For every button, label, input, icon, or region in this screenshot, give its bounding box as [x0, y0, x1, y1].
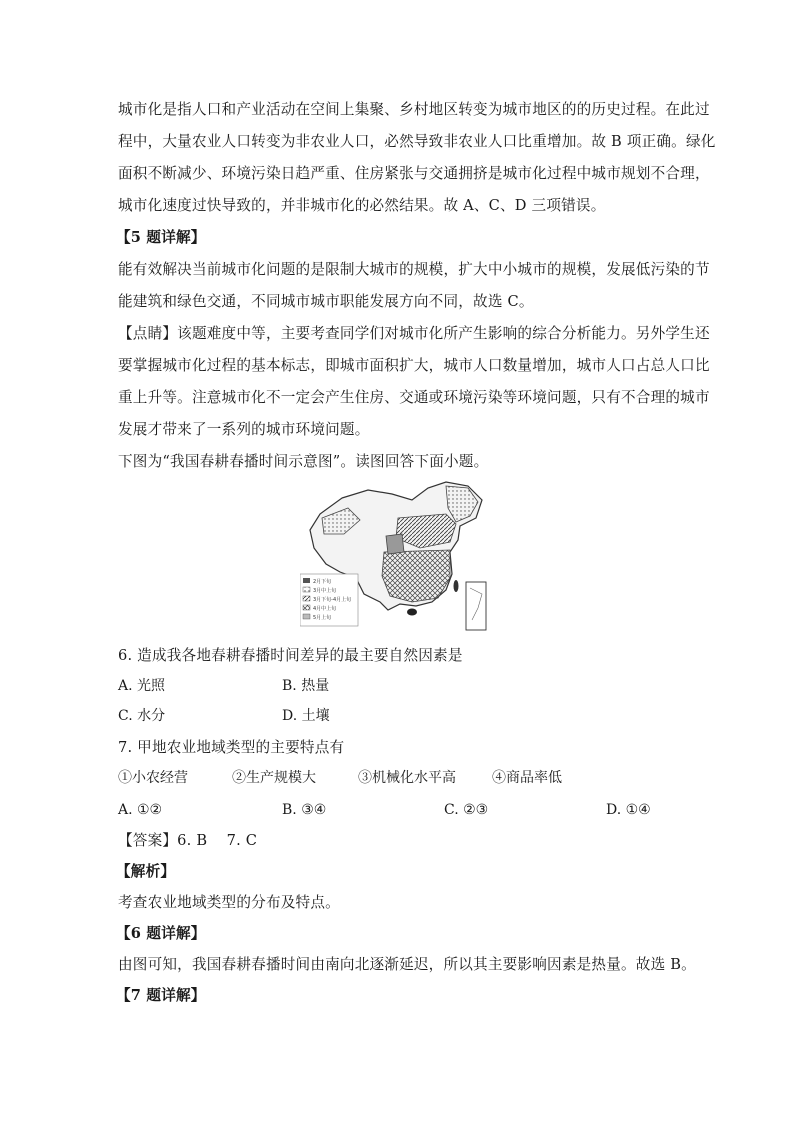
south-sea-inset	[466, 582, 486, 630]
legend-label: 3月中上旬	[313, 588, 337, 594]
tip-line: 要掌握城市化过程的基本标志，即城市面积扩大，城市人口数量增加，城市人口占总人口比	[118, 357, 710, 374]
q6-option-d: D. 土壤	[282, 708, 330, 724]
q6-option-b: B. 热量	[282, 678, 330, 694]
tip-line: 发展才带来了一系列的城市环境问题。	[118, 421, 370, 438]
taiwan-island	[454, 580, 459, 592]
legend-label: 4月中上旬	[313, 606, 337, 612]
q6-option-c: C. 水分	[118, 708, 166, 724]
section-heading-q5: 【5 题详解】	[116, 229, 206, 246]
china-map-image	[300, 478, 488, 634]
analysis-heading: 【解析】	[116, 863, 176, 880]
question-6-stem: 6. 造成我各地春耕春播时间差异的最主要自然因素是	[118, 647, 463, 664]
paragraph-line: 程中，大量农业人口转变为非农业人口，必然导致非农业人口比重增加。故 B 项正确。绿化	[118, 133, 716, 150]
legend-label: 2月下旬	[313, 579, 332, 585]
question-7-stem: 7. 甲地农业地域类型的主要特点有	[118, 739, 345, 756]
legend-label: 5月上旬	[313, 615, 332, 621]
paragraph-line: 面积不断减少、环境污染日趋严重、住房紧张与交通拥挤是城市化过程中城市规划不合理，	[118, 165, 710, 182]
q7-option-c: C. ②③	[444, 802, 489, 818]
analysis-text: 考查农业地域类型的分布及特点。	[118, 894, 340, 911]
hainan-island	[407, 609, 417, 616]
q7-item-3: ③机械化水平高	[358, 770, 456, 786]
paragraph-line: 能有效解决当前城市化问题的是限制大城市的规模，扩大中小城市的规模，发展低污染的节	[118, 261, 710, 278]
section-heading-q6: 【6 题详解】	[116, 925, 206, 942]
figure-intro: 下图为“我国春耕春播时间示意图”。读图回答下面小题。	[118, 453, 489, 470]
paragraph-line: 城市化速度过快导致的，并非城市化的必然结果。故 A、C、D 三项错误。	[118, 197, 606, 214]
q7-option-a: A. ①②	[118, 802, 163, 818]
detail-q6: 由图可知，我国春耕春播时间由南向北逐渐延迟，所以其主要影响因素是热量。故选 B。	[118, 956, 696, 973]
paragraph-line: 城市化是指人口和产业活动在空间上集聚、乡村地区转变为城市地区的的历史过程。在此过	[118, 101, 710, 118]
legend-label: 3月下旬-4月上旬	[313, 597, 352, 603]
paragraph-line: 能建筑和绿色交通，不同城市城市职能发展方向不同，故选 C。	[118, 293, 534, 310]
region-south	[382, 550, 450, 602]
q7-option-b: B. ③④	[282, 802, 327, 818]
q6-option-a: A. 光照	[118, 678, 166, 694]
answer-line: 【答案】6. B 7. C	[118, 832, 258, 849]
spring-sowing-map	[300, 478, 488, 634]
q7-option-d: D. ①④	[606, 802, 651, 818]
q7-item-1: ①小农经营	[118, 770, 188, 786]
section-heading-q7: 【7 题详解】	[116, 987, 206, 1004]
region-sichuan	[386, 534, 404, 554]
tip-line: 重上升等。注意城市化不一定会产生住房、交通或环境污染等环境问题，只有不合理的城市	[118, 389, 710, 406]
q7-item-4: ④商品率低	[492, 770, 562, 786]
q7-item-2: ②生产规模大	[232, 770, 316, 786]
tip-line: 【点睛】该题难度中等，主要考查同学们对城市化所产生影响的综合分析能力。另外学生还	[118, 325, 710, 342]
